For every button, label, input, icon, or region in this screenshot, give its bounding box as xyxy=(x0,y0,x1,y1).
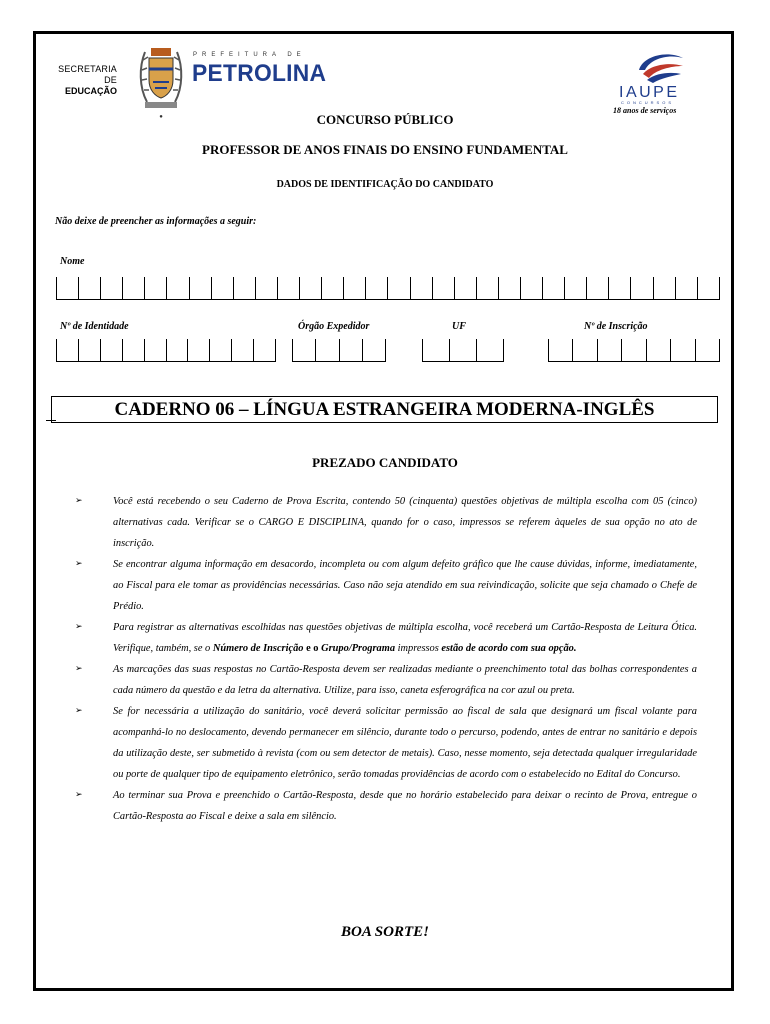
char-box[interactable] xyxy=(362,339,386,361)
good-luck-text: BOA SORTE! xyxy=(341,924,429,940)
list-item xyxy=(75,617,697,659)
nome-input-boxes[interactable] xyxy=(56,277,720,300)
char-box[interactable] xyxy=(432,277,454,299)
arrow-bullet-icon: ➢ xyxy=(75,790,83,800)
instruction-text-part: impressos xyxy=(395,643,442,654)
caderno-title: CADERNO 06 – LÍNGUA ESTRANGEIRA MODERNA-INGLÊS xyxy=(51,396,718,423)
instruction-text: Ao terminar sua Prova e preenchido o Cartão-Resposta, desde que no horário estabelecido para deixar o recinto de Prova, entregue o Cartão-Resposta ao Fiscal e deixe a sala em silêncio. xyxy=(113,790,697,822)
char-box[interactable] xyxy=(476,339,504,361)
char-box[interactable] xyxy=(621,339,645,361)
char-box[interactable] xyxy=(339,339,362,361)
char-box[interactable] xyxy=(100,277,122,299)
char-box[interactable] xyxy=(542,277,564,299)
list-item xyxy=(75,659,697,701)
char-box[interactable] xyxy=(653,277,675,299)
char-box[interactable] xyxy=(122,277,144,299)
identification-heading: DADOS DE IDENTIFICAÇÃO DO CANDIDATO xyxy=(276,179,494,190)
char-box[interactable] xyxy=(449,339,476,361)
char-box[interactable] xyxy=(78,339,100,361)
char-box[interactable] xyxy=(56,277,78,299)
char-box[interactable] xyxy=(292,339,315,361)
char-box[interactable] xyxy=(211,277,233,299)
instruction-text: As marcações das suas respostas no Cartão-Resposta devem ser realizadas mediante o preenchimento total das bolhas correspondentes a cada número da questão e da letra da alternativa. Utilize, para isso, caneta esferográfica na cor azul ou preta. xyxy=(113,664,697,696)
nome-label: Nome xyxy=(60,256,85,267)
identidade-input-boxes[interactable] xyxy=(56,339,276,362)
char-box[interactable] xyxy=(630,277,652,299)
instruction-text: Você está recebendo o seu Caderno de Prova Escrita, contendo 50 (cinquenta) questões objetivas de múltipla escolha com 05 (cinco) alternativas cada. Verificar se o CARGO E DISCIPLINA, quando for o caso, impressos se referem àqueles de sua opção no ato de inscrição. xyxy=(113,496,697,549)
iaupe-years-tagline: 18 anos de serviços xyxy=(613,106,677,115)
char-box[interactable] xyxy=(608,277,630,299)
inscricao-input-boxes[interactable] xyxy=(548,339,720,362)
char-box[interactable] xyxy=(422,339,449,361)
char-box[interactable] xyxy=(670,339,694,361)
char-box[interactable] xyxy=(564,277,586,299)
instruction-text-part: Para registrar as alternativas escolhidas nas questões objetivas de múltipla escolha, você receberá um Cartão-Resposta de Leitura Ótica. Verifique, também, se o xyxy=(113,622,697,654)
instruction-bold-part: Grupo/Programa xyxy=(321,643,396,654)
arrow-bullet-icon: ➢ xyxy=(75,664,83,674)
char-box[interactable] xyxy=(476,277,498,299)
instruction-bold-part: estão de acordo com sua opção. xyxy=(441,643,577,654)
instruction-text xyxy=(113,617,697,659)
char-box[interactable] xyxy=(520,277,542,299)
char-box[interactable] xyxy=(277,277,299,299)
orgao-input-boxes[interactable] xyxy=(292,339,386,362)
char-box[interactable] xyxy=(100,339,122,361)
char-box[interactable] xyxy=(365,277,387,299)
char-box[interactable] xyxy=(498,277,520,299)
arrow-bullet-icon: ➢ xyxy=(75,622,83,632)
iaupe-subtitle: CONCURSOS xyxy=(621,100,675,105)
char-box[interactable] xyxy=(233,277,255,299)
char-box[interactable] xyxy=(697,277,720,299)
petrolina-wordmark: PETROLINA xyxy=(192,60,327,87)
char-box[interactable] xyxy=(597,339,621,361)
orgao-label: Órgão Expedidor xyxy=(298,321,370,332)
char-box[interactable] xyxy=(166,339,188,361)
char-box[interactable] xyxy=(646,339,670,361)
list-item xyxy=(75,785,697,827)
char-box[interactable] xyxy=(166,277,188,299)
char-box[interactable] xyxy=(548,339,572,361)
iaupe-swoosh-icon xyxy=(633,50,689,84)
char-box[interactable] xyxy=(695,339,720,361)
fill-notice: Não deixe de preencher as informações a seguir: xyxy=(55,216,257,227)
char-box[interactable] xyxy=(189,277,211,299)
instructions-list xyxy=(75,491,697,827)
char-box[interactable] xyxy=(572,339,596,361)
char-box[interactable] xyxy=(387,277,409,299)
char-box[interactable] xyxy=(56,339,78,361)
char-box[interactable] xyxy=(454,277,476,299)
uf-input-boxes[interactable] xyxy=(422,339,504,362)
list-item xyxy=(75,554,697,617)
instruction-text-part: e o xyxy=(303,643,322,654)
secretaria-line2: EDUCAÇÃO xyxy=(64,86,117,96)
iaupe-wordmark: IAUPE xyxy=(619,84,680,101)
char-box[interactable] xyxy=(144,277,166,299)
char-box[interactable] xyxy=(231,339,253,361)
arrow-bullet-icon: ➢ xyxy=(75,706,83,716)
char-box[interactable] xyxy=(343,277,365,299)
identidade-label: Nº de Identidade xyxy=(60,321,129,332)
list-item xyxy=(75,491,697,554)
char-box[interactable] xyxy=(187,339,209,361)
char-box[interactable] xyxy=(321,277,343,299)
secretaria-logo-text xyxy=(55,64,117,97)
char-box[interactable] xyxy=(253,339,276,361)
char-box[interactable] xyxy=(209,339,231,361)
char-box[interactable] xyxy=(78,277,100,299)
list-item xyxy=(75,701,697,785)
svg-text:●: ● xyxy=(159,114,163,120)
inscricao-label: Nº de Inscrição xyxy=(584,321,648,332)
arrow-bullet-icon: ➢ xyxy=(75,496,83,506)
char-box[interactable] xyxy=(122,339,144,361)
instruction-text: Se for necessária a utilização do sanitário, você deverá solicitar permissão ao fiscal de sala que designará um fiscal volante para acompanhá-lo no deslocamento, devendo permanecer em silêncio, durante todo o percurso, podendo, antes de entrar no sanitário e depois da utilização deste, ser submetido à revista (com ou sem detector de metais). Caso, nesse momento, seja detectada qualquer irregularidade ou porte de qualquer tipo de equipamento eletrônico, serão tomadas providências de acordo com o estabelecido no Edital do Concurso. xyxy=(113,706,697,780)
instruction-bold-part: Número de Inscrição xyxy=(212,643,304,654)
instructions-heading: PREZADO CANDIDATO xyxy=(312,455,458,470)
instruction-text: Se encontrar alguma informação em desacordo, incompleta ou com algum defeito gráfico que lhe cause dúvidas, informe, imediatamente, ao Fiscal para ele tomar as providências necessárias. Caso não seja atendido em sua reivindicação, solicite que seja chamado o Chefe de Prédio. xyxy=(113,559,697,612)
exam-position: PROFESSOR DE ANOS FINAIS DO ENSINO FUNDAMENTAL xyxy=(202,142,568,157)
char-box[interactable] xyxy=(255,277,277,299)
secretaria-line1: SECRETARIA DE xyxy=(58,64,117,85)
arrow-bullet-icon: ➢ xyxy=(75,559,83,569)
char-box[interactable] xyxy=(315,339,338,361)
char-box[interactable] xyxy=(144,339,166,361)
uf-label: UF xyxy=(452,321,466,332)
exam-title: CONCURSO PÚBLICO xyxy=(316,112,454,127)
prefeitura-small-label: PREFEITURA DE xyxy=(193,52,306,58)
char-box[interactable] xyxy=(586,277,608,299)
petrolina-crest-icon xyxy=(135,42,187,122)
char-box[interactable] xyxy=(675,277,697,299)
char-box[interactable] xyxy=(410,277,432,299)
char-box[interactable] xyxy=(299,277,321,299)
